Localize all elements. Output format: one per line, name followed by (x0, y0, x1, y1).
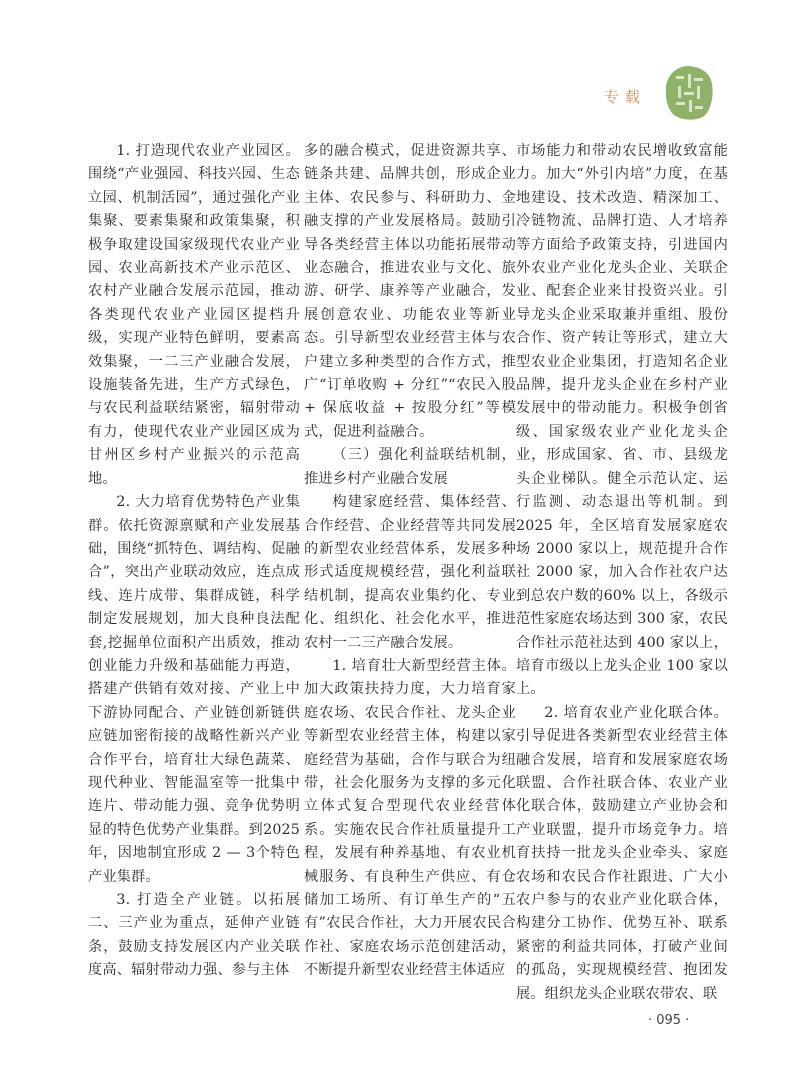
paragraph: 市场能力和带动农民增收致富能力。加大“外引内培”力度，在基地建设、技术改造、精深加工、冷链物流、品牌打造、人才培养等方面给予政策支持，引进国内外农业产业化龙头企业、关联企业、配套企业来甘投资兴业。引导龙头企业采取兼并重组、股份合作、资产转让等形式，建立大型农业企业集团，打造知名企业品牌，提升龙头企业在乡村产业发展中的带动能力。积极争创省级、国家级农业产业化龙头企业，形成国家、省、市、县级龙头企业梯队。健全示范认定、运行监测、动态退出等机制。到 2025 年，全区培育发展家庭农场 2000 家以上，规范提升合作社 2000 家，加入合作社农户达到总农户数的60% 以上，各级示范性家庭农场达到 300 家，农民合作社示范社达到 400 家以上，培育市级以上龙头企业 100 家以上。 (516, 143, 728, 698)
paragraph: 3. 打造全产业链。以拓展二、三产业为重点，延伸产业链条，鼓励支持发展区内产业关联度高、辐射带动力强、参与主体 (88, 892, 300, 979)
paragraph: 1. 培育壮大新型经营主体。加大政策扶持力度，大力培育家庭农场、农民合作社、龙头企业等新型农业经营主体，构建以家庭经营为基础，合作与联合为纽带，社会化服务为支撑的多元化立体式复合型现代农业经营体系。实施农民合作社质量提升工程，发展有种养基地、有农业机械服务、有良种生产供应、有仓储加工场所、有订单生产的“五有”农民合作社，大力开展农民合作社、家庭农场示范创建活动，不断提升新型农业经营主体适应 (304, 657, 516, 979)
section-heading: （三）强化利益联结机制，推进乡村产业融合发展 (304, 447, 516, 487)
paragraph: 2. 培育农业产业化联合体。引导促进各类新型农业经营主体融合发展，培育和发展家庭农场联盟、合作社联合体、农业产业化联合体，鼓励建立产业协会和产业联盟，提升市场竞争力。培育扶持一批龙头企业牵头、家庭农场和农民合作社跟进、广大小农户参与的农业产业化联合体，构建分工协作、优势互补、联系紧密的利益共同体，打破产业间的孤岛，实现规模经营、抱团发展。组织龙头企业联农带农、联 (516, 704, 728, 1002)
paragraph: 2. 大力培育优势特色产业集群。依托资源禀赋和产业发展基础，围绕“抓特色、调结构、促融合”，突出产业联动效应，连点成线、连片成带、集群成链，科学制定发展规划，加大良种良法配套,挖掘单位面积产出质效，推动创业能力升级和基础能力再造，搭建产供销有效对接、产业上中下游协同配合、产业链创新链供应链加密衔接的战略性新兴产业合作平台，培育壮大绿色蔬菜、现代种业、智能温室等一批集中连片、带动能力强、竞争优势明显的特色优势产业集群。到2025 年，因地制宜形成 2 — 3个特色产业集群。 (88, 494, 300, 885)
text-column-2 (304, 140, 516, 983)
text-column-1 (88, 140, 300, 983)
section-label: 专载 (604, 88, 647, 106)
paragraph: 多的融合模式，促进资源共享、链条共建、品牌共创，形成企业主体、农民参与、科研助力、金融支撑的产业发展格局。鼓励引导各类经营主体以功能拓展带动业态融合，推进农业与文化、旅游、研学、康养等产业融合，发展创意农业、功能农业等新业态。引导新型农业经营主体与农户建立多种类型的合作方式，推广“订单收购 + 分红”“农民入股 + 保底收益 + 按股分红”等模式，促进利益融合。 (304, 143, 516, 440)
paragraph: 构建家庭经营、集体经营、合作经营、企业经营等共同发展的新型农业经营体系，发展多种形式适度规模经营，强化利益联结机制，提高农业集约化、专业化、组织化、社会化水平，推进农村一二三产融合发展。 (304, 494, 516, 651)
page-number: · 095 · (648, 1013, 690, 1028)
seal-stamp-icon (664, 64, 714, 122)
paragraph: 1. 打造现代农业产业园区。围绕“产业强园、科技兴园、生态立园、机制活园”，通过强化产业集聚、要素集聚和政策集聚，积极争取建设国家级现代农业产业园、农业高新技术产业示范区、农村产业融合发展示范园，推动各类现代农业产业园区提档升级，实现产业特色鲜明，要素高效集聚，一二三产业融合发展，设施装备先进，生产方式绿色，与农民利益联结紧密，辐射带动有力，使现代农业产业园区成为甘州区乡村产业振兴的示范高地。 (88, 143, 300, 487)
text-column-3 (516, 140, 728, 1006)
